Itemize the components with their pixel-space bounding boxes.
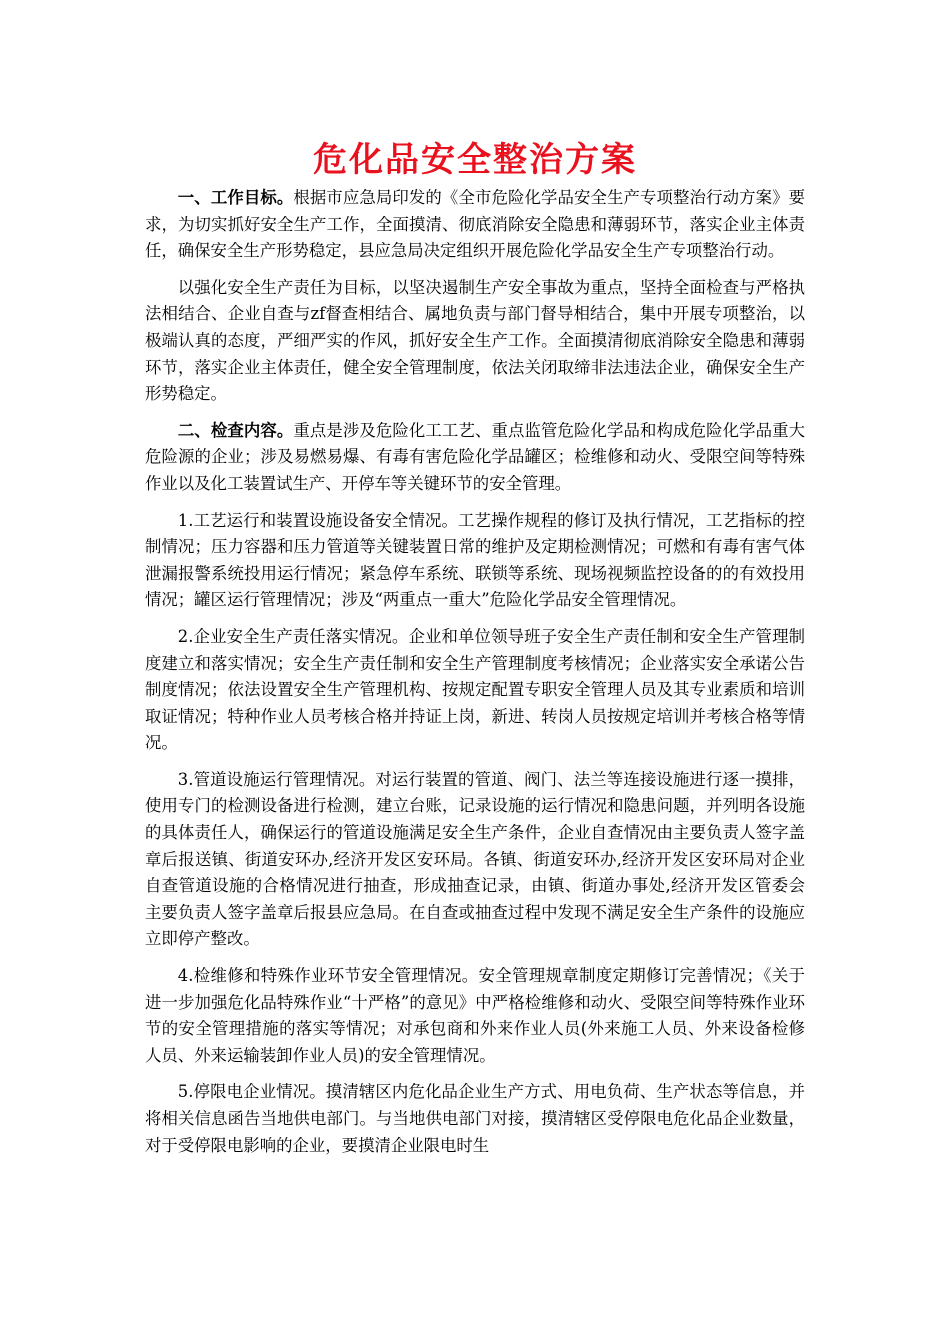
paragraph-text: 根据市应急局印发的《全市危险化学品安全生产专项整治行动方案》要求，为切实抓好安全生产工作，全面摸清、彻底消除安全隐患和薄弱环节，落实企业主体责任，确保安全生产形势稳定，县应急局决定组织开展危险化学品安全生产专项整治行动。 — [145, 188, 806, 261]
paragraph-item-4 — [145, 963, 805, 1069]
paragraph-text: 1.工艺运行和装置设施设备安全情况。工艺操作规程的修订及执行情况，工艺指标的控制情况；压力容器和压力管道等关键装置日常的维护及定期检测情况；可燃和有毒有害气体泄漏报警系统投用运行情况；紧急停车系统、联锁等系统、现场视频监控设备的的有效投用情况；罐区运行管理情况；涉及“两重点一重大”危险化学品安全管理情况。 — [145, 510, 805, 610]
paragraph-item-1 — [145, 508, 805, 614]
paragraph-goal — [145, 185, 805, 265]
paragraph-item-5 — [145, 1079, 805, 1159]
section-heading-goal: 一、工作目标。 — [177, 188, 294, 207]
document-title: 危化品安全整治方案 — [313, 140, 637, 180]
paragraph-principles — [145, 275, 805, 408]
paragraph-item-2 — [145, 624, 805, 757]
paragraph-text: 5.停限电企业情况。摸清辖区内危化品企业生产方式、用电负荷、生产状态等信息，并将相关信息函告当地供电部门。与当地供电部门对接，摸清辖区受停限电危化品企业数量，对于受停限电影响的企业，要摸清企业限电时生 — [145, 1082, 805, 1155]
paragraph-text: 重点是涉及危险化工工艺、重点监管危险化学品和构成危险化学品重大危险源的企业；涉及易燃易爆、有毒有害危险化学品罐区；检维修和动火、受限空间等特殊作业以及化工装置试生产、开停车等关键环节的安全管理。 — [145, 420, 806, 493]
paragraph-text: 以强化安全生产责任为目标，以坚决遏制生产安全事故为重点，坚持全面检查与严格执法相结合、企业自查与zf督查相结合、属地负责与部门督导相结合，集中开展专项整治，以极端认真的态度，严细严实的作风，抓好安全生产工作。全面摸清彻底消除安全隐患和薄弱环节，落实企业主体责任，健全安全管理制度，依法关闭取缔非法违法企业，确保安全生产形势稳定。 — [145, 277, 805, 404]
paragraph-item-3 — [145, 767, 805, 953]
paragraph-text: 2.企业安全生产责任落实情况。企业和单位领导班子安全生产责任制和安全生产管理制度建立和落实情况；安全生产责任制和安全生产管理制度考核情况；企业落实安全承诺公告制度情况；依法设置安全生产管理机构、按规定配置专职安全管理人员及其专业素质和培训取证情况；特种作业人员考核合格并持证上岗，新进、转岗人员按规定培训并考核合格等情况。 — [145, 626, 805, 753]
paragraph-inspection-scope — [145, 418, 805, 498]
paragraph-text: 4.检维修和特殊作业环节安全管理情况。安全管理规章制度定期修订完善情况；《关于进一步加强危化品特殊作业“十严格”的意见》中严格检维修和动火、受限空间等特殊作业环节的安全管理措施的落实等情况；对承包商和外来作业人员(外来施工人员、外来设备检修人员、外来运输装卸作业人员)的安全管理情况。 — [145, 966, 805, 1065]
section-heading-inspection: 二、检查内容。 — [177, 420, 294, 440]
document-body — [145, 185, 805, 1169]
paragraph-text: 3.管道设施运行管理情况。对运行装置的管道、阀门、法兰等连接设施进行逐一摸排，使用专门的检测设备进行检测，建立台账，记录设施的运行情况和隐患问题，并列明各设施的具体责任人，确保运行的管道设施满足安全生产条件，企业自查情况由主要负责人签字盖章后报送镇、街道安环办,经济开发区安环局。各镇、街道安环办,经济开发区安环局对企业自查管道设施的合格情况进行抽查，形成抽查记录，由镇、街道办事处,经济开发区管委会主要负责人签字盖章后报县应急局。在自查或抽查过程中发现不满足安全生产条件的设施应立即停产整改。 — [145, 769, 805, 949]
